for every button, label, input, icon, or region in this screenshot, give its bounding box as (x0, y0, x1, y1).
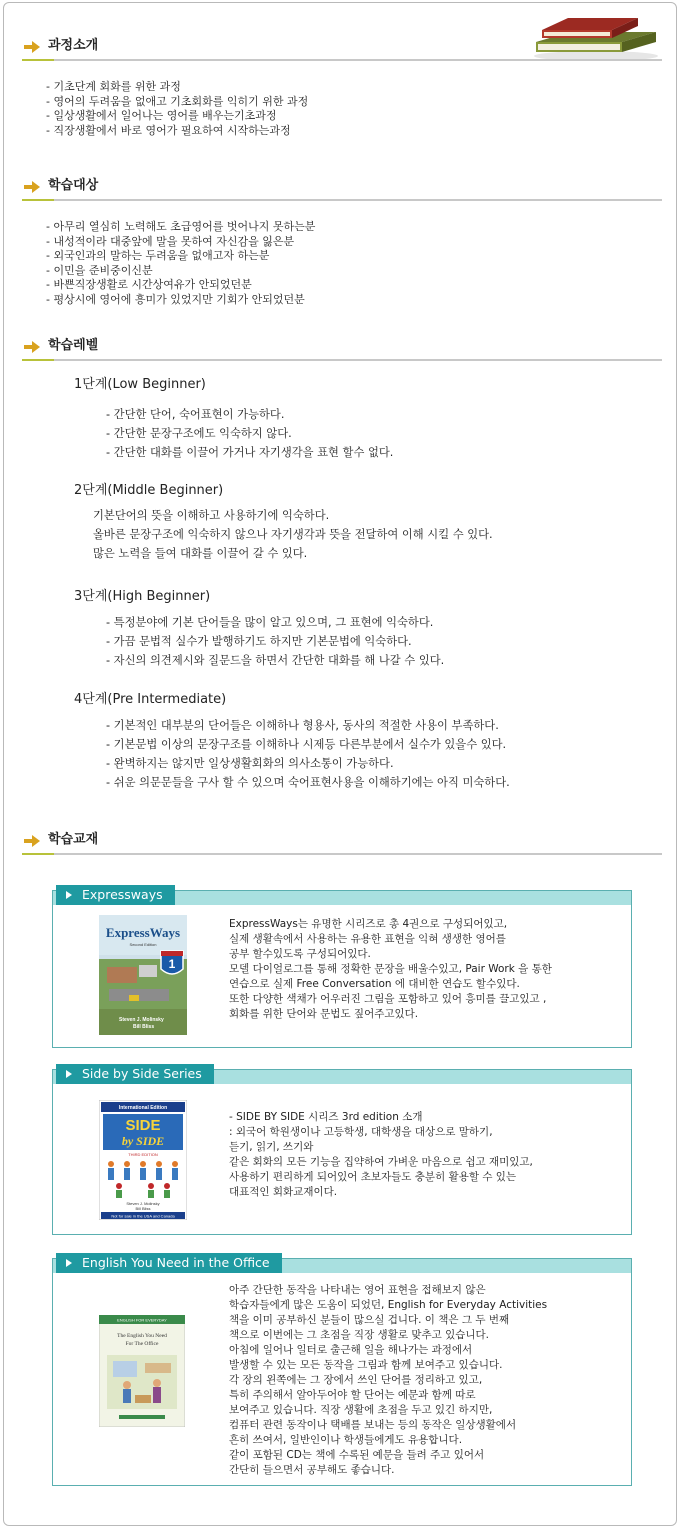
list-item: - 기본적인 대부분의 단어들은 이해하나 형용사, 동사의 적절한 사용이 부족하다. (106, 716, 510, 735)
list-item: - 간단한 대화를 이끌어 가거나 자기생각을 표현 할수 없다. (106, 443, 393, 462)
desc-line: 실제 생활속에서 사용하는 유용한 표현을 익혀 생생한 영어를 (229, 933, 506, 945)
list-item: 올바른 문장구조에 익숙하지 않으나 자기생각과 뜻을 전달하여 이해 시킬 수 있다. (93, 528, 493, 541)
desc-line: 아주 간단한 동작을 나타내는 영어 표현을 접해보지 않은 (229, 1284, 486, 1296)
cover-banner: ENGLISH FOR EVERYDAY (117, 1317, 167, 1323)
section-divider (22, 199, 662, 201)
list-item: - 영어의 두려움을 없애고 기초회화를 익히기 위한 과정 (46, 95, 308, 110)
book-card-expressways (52, 887, 632, 1048)
cover-subtitle: Second Edition (129, 942, 157, 947)
cover-title2: by SIDE (121, 1134, 165, 1148)
list-item: 기본단어의 뜻을 이해하고 사용하기에 익숙하다. (93, 509, 330, 522)
arrow-right-icon (24, 341, 40, 353)
list-item: - 이민을 준비중이신분 (46, 264, 315, 279)
section-header-levels (22, 336, 662, 360)
desc-line: 학습자들에게 많은 도움이 되었던, English for Everyday Activities (229, 1299, 548, 1311)
level-3-title: 3단계(High Beginner) (74, 589, 211, 604)
desc-line: 대표적인 회화교재이다. (229, 1186, 338, 1198)
section-header-materials (22, 830, 662, 854)
section-title: 학습대상 (48, 178, 99, 193)
book-card-english-office (52, 1255, 632, 1486)
desc-line: 간단히 들으면서 공부해도 좋습니다. (229, 1464, 395, 1476)
cover-badge: International Edition (118, 1105, 168, 1111)
arrow-right-icon (24, 181, 40, 193)
desc-line: 또한 다양한 색채가 어우러진 그림을 포함하고 있어 흥미를 끌고있고 , (229, 993, 547, 1005)
desc-line: ExpressWays는 유명한 시리즈로 총 4권으로 구성되어있고, (229, 918, 508, 930)
list-item: - 평상시에 영어에 흥미가 있었지만 기회가 안되었던분 (46, 293, 315, 308)
list-item: - 가끔 문법적 실수가 발행하기도 하지만 기본문법에 익숙하다. (106, 632, 444, 651)
desc-line: 사용하기 편리하게 되어있어 초보자들도 충분히 활용할 수 있는 (229, 1171, 517, 1183)
section-title: 학습교재 (48, 832, 99, 847)
cover-number: 1 (168, 957, 176, 971)
section-divider (22, 853, 662, 855)
section-title: 과정소개 (48, 38, 99, 53)
list-item: - 바쁜직장생활로 시간상여유가 안되었던분 (46, 278, 315, 293)
list-item: 많은 노력을 들여 대화를 이끌어 갈 수 있다. (93, 547, 308, 560)
list-item: - 자신의 의견제시와 질문드을 하면서 간단한 대화를 해 나갈 수 있다. (106, 651, 444, 670)
side-by-side-cover-image (99, 1100, 187, 1220)
desc-line: 각 장의 왼쪽에는 그 장에서 쓰인 단어를 정리하고 있고, (229, 1374, 483, 1386)
desc-line: 특히 주의해서 알아두어야 할 단어는 예문과 함께 따로 (229, 1389, 476, 1401)
list-item: - 기본문법 이상의 문장구조를 이해하나 시제등 다른부분에서 실수가 있을수 있다. (106, 735, 510, 754)
card-description (229, 917, 552, 1022)
list-item: - 내성적이라 대중앞에 말을 못하여 자신감을 잃은분 (46, 235, 315, 250)
list-item: - 직장생활에서 바로 영어가 필요하여 시작하는과정 (46, 124, 308, 139)
list-item: - 아무리 열심히 노력해도 초급영어를 벗어나지 못하는분 (46, 220, 315, 235)
desc-line: : 외국어 학원생이나 고등학생, 대학생을 대상으로 말하기, (229, 1126, 493, 1138)
cover-title1: The English You Need (117, 1333, 167, 1339)
cover-author2: Bill Bliss (133, 1024, 155, 1030)
intro-list (46, 80, 308, 138)
level-4-list (106, 716, 510, 792)
list-item: - 간단한 단어, 숙어표현이 가능하다. (106, 405, 393, 424)
level-1-list (106, 405, 393, 462)
arrow-right-icon (24, 41, 40, 53)
list-item: - 완벽하지는 않지만 일상생활회화의 의사소통이 가능하다. (106, 754, 510, 773)
desc-line: - SIDE BY SIDE 시리즈 3rd edition 소개 (229, 1111, 423, 1123)
cover-author: Steven J. Molinsky (119, 1017, 164, 1023)
desc-line: 듣기, 읽기, 쓰기와 (229, 1141, 314, 1153)
book-card-side-by-side (52, 1066, 632, 1235)
cover-author: Steven J. Molinsky (126, 1201, 160, 1206)
expressways-cover-image (99, 915, 187, 1035)
desc-line: 보여주고 있습니다. 직장 생활에 초점을 두고 있긴 하지만, (229, 1404, 493, 1416)
section-header-target (22, 176, 662, 200)
target-list (46, 220, 315, 308)
desc-line: 책을 이미 공부하신 분들이 많으실 겁니다. 이 책은 그 두 번째 (229, 1314, 510, 1326)
desc-line: 책으로 이번에는 그 초점을 직장 생활로 맞추고 있습니다. (229, 1329, 489, 1341)
desc-line: 컴퓨터 관련 동작이나 택배를 보내는 등의 동작은 일상생활에서 (229, 1419, 517, 1431)
card-tab-title: Side by Side Series (56, 1064, 214, 1084)
level-1-title: 1단계(Low Beginner) (74, 377, 206, 392)
list-item: - 외국인과의 말하는 두려움을 없애고자 하는분 (46, 249, 315, 264)
english-office-cover-image (99, 1315, 185, 1427)
section-divider (22, 59, 662, 61)
level-4-title: 4단계(Pre Intermediate) (74, 692, 227, 707)
cover-title2: For The Office (125, 1341, 159, 1347)
cover-title: ExpressWays (105, 925, 181, 940)
cover-title1: SIDE (125, 1117, 161, 1134)
level-2-title: 2단계(Middle Beginner) (74, 483, 224, 498)
card-description (229, 1110, 533, 1200)
desc-line: 흔히 쓰여서, 일반인이나 학생들에게도 유용합니다. (229, 1434, 463, 1446)
list-item: - 쉬운 의문문들을 구사 할 수 있으며 숙어표현사용을 이해하기에는 아직 미숙하다. (106, 773, 510, 792)
desc-line: 발생할 수 있는 모든 동작을 그림과 함께 보여주고 있습니다. (229, 1359, 503, 1371)
section-header-intro (22, 36, 662, 60)
card-description (229, 1283, 547, 1478)
cover-author2: Bill Bliss (135, 1206, 151, 1211)
cover-footer: Not for sale in the USA and Canada (111, 1213, 175, 1219)
desc-line: 공부 할수있도록 구성되어있다. (229, 948, 371, 960)
desc-line: 모델 다이얼로그를 통해 정확한 문장을 배울수있고, Pair Work 을 통한 (229, 963, 552, 975)
level-3-list (106, 613, 444, 670)
arrow-right-icon (24, 835, 40, 847)
desc-line: 같은 회화의 모든 기능을 집약하여 가벼운 마음으로 쉽고 재미있고, (229, 1156, 533, 1168)
desc-line: 회화를 위한 단어와 문법도 짚어주고있다. (229, 1008, 419, 1020)
card-tab-title: Expressways (56, 885, 175, 905)
list-item: - 일상생활에서 일어나는 영어를 배우는기초과정 (46, 109, 308, 124)
desc-line: 같이 포함된 CD는 책에 수록된 예문을 들려 주고 있어서 (229, 1449, 485, 1461)
desc-line: 연습으로 실제 Free Conversation 에 대비한 연습도 할수있다. (229, 978, 520, 990)
list-item: - 특정분야에 기본 단어들을 많이 알고 있으며, 그 표현에 익숙하다. (106, 613, 444, 632)
section-divider (22, 359, 662, 361)
section-title: 학습레벨 (48, 338, 99, 353)
list-item: - 간단한 문장구조에도 익숙하지 않다. (106, 424, 393, 443)
card-tab-title: English You Need in the Office (56, 1253, 282, 1273)
level-2-list (93, 506, 493, 563)
desc-line: 아침에 일어나 일터로 출근해 일을 해나가는 과정에서 (229, 1344, 473, 1356)
list-item: - 기초단계 회화를 위한 과정 (46, 80, 308, 95)
cover-edition: THIRD EDITION (128, 1152, 158, 1157)
